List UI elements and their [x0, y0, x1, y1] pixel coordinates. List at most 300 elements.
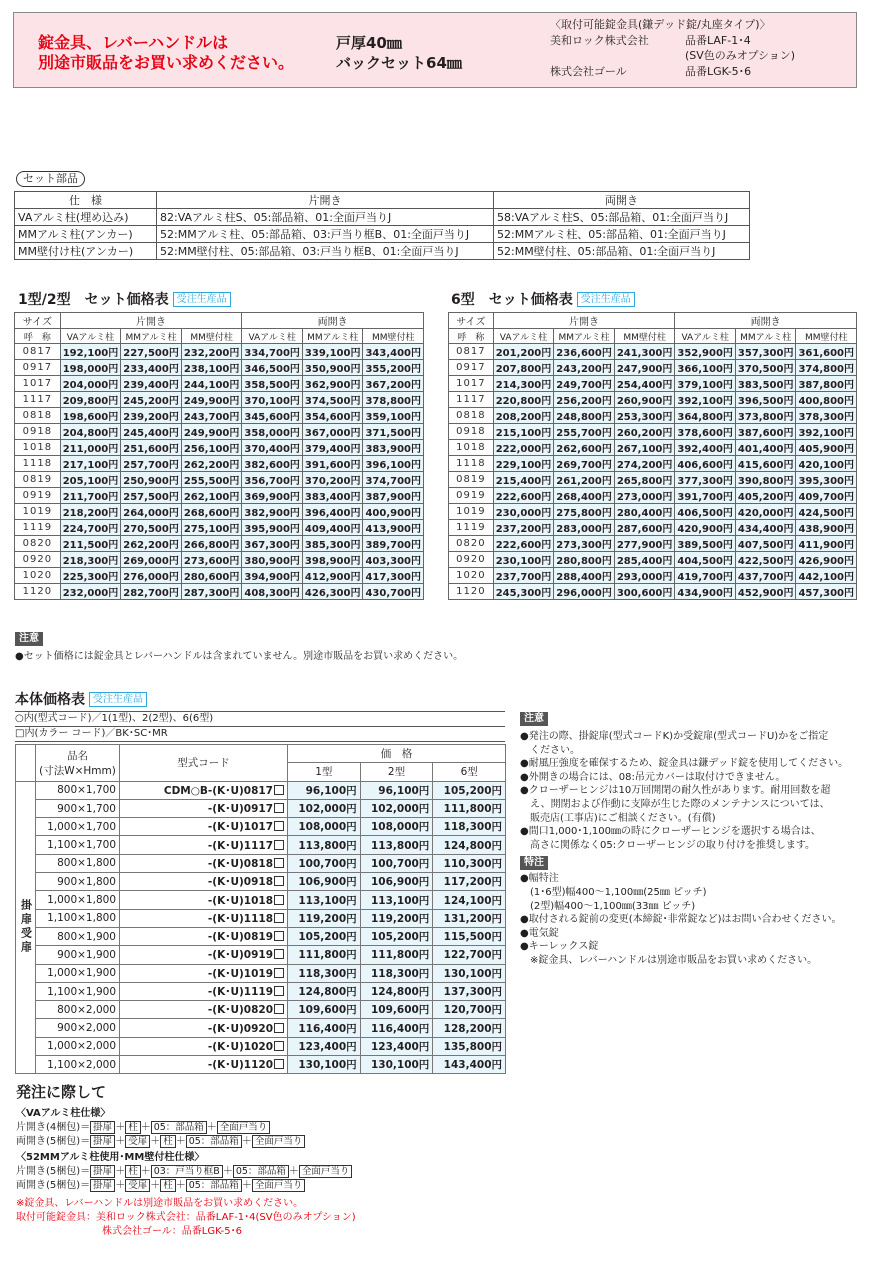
size-cell: 800×2,000	[36, 1001, 120, 1019]
note-line: ください。	[520, 744, 580, 756]
price-cell: 283,000円	[554, 520, 615, 536]
size-cell: 1,000×2,000	[36, 1037, 120, 1055]
price-cell: 422,500円	[735, 552, 796, 568]
price-cell: 106,900円	[360, 873, 433, 891]
size-cell: 1,100×2,000	[36, 1056, 120, 1074]
price-cell: 205,100円	[60, 472, 121, 488]
single-cell: 82:VAアルミ柱S、05:部品箱、01:全面戸当りJ	[157, 209, 494, 226]
price-cell: 116,400円	[360, 1019, 433, 1037]
sub-header: MMアルミ柱	[121, 329, 182, 344]
note1-band: 注意	[15, 632, 43, 646]
price-cell: 238,100円	[181, 360, 242, 376]
price-cell: 232,000円	[60, 584, 121, 600]
price-cell: 256,100円	[181, 440, 242, 456]
price-cell: 113,100円	[288, 891, 361, 909]
body-tag: 受注生産品	[89, 692, 147, 707]
price-cell: 420,900円	[675, 520, 736, 536]
note-line: ●外開きの場合には、08:吊元カバーは取付けできません。	[520, 771, 786, 783]
price-cell: 248,800円	[554, 408, 615, 424]
price-cell: 370,400円	[242, 440, 303, 456]
price-cell: 217,100円	[60, 456, 121, 472]
price-cell: 198,000円	[60, 360, 121, 376]
body-title-row	[15, 691, 147, 709]
header-double: 両開き	[675, 313, 857, 329]
price-cell: 389,500円	[675, 536, 736, 552]
price-cell: 371,500円	[363, 424, 424, 440]
t12-tag: 受注生産品	[173, 292, 231, 307]
model-code-text: -(K･U)1020	[207, 1040, 273, 1053]
va-single-line	[16, 1121, 516, 1135]
price-cell: 420,100円	[796, 456, 857, 472]
price-cell: 285,400円	[614, 552, 675, 568]
size-code: 0817	[449, 344, 494, 360]
price-cell: 250,900円	[121, 472, 182, 488]
price-cell: 374,500円	[302, 392, 363, 408]
price-row	[15, 376, 424, 392]
model-code-text: -(K･U)1120	[207, 1059, 273, 1072]
price-cell: 438,900円	[796, 520, 857, 536]
size-code: 0918	[15, 424, 61, 440]
price-cell: 390,800円	[735, 472, 796, 488]
price-cell: 268,400円	[554, 488, 615, 504]
single-cell: 52:MMアルミ柱、05:部品箱、03:戸当り框B、01:全面戸当りJ	[157, 226, 494, 243]
price-cell: 135,800円	[433, 1037, 506, 1055]
price-row	[15, 424, 424, 440]
price-cell: 122,700円	[433, 946, 506, 964]
header-code: 型式コード	[120, 745, 288, 782]
header-type: 6型	[433, 763, 506, 781]
body-row	[16, 982, 506, 1000]
model-code	[120, 818, 288, 836]
right-note-band: 注意	[520, 712, 548, 726]
price-cell: 287,300円	[181, 584, 242, 600]
side-col	[16, 745, 36, 782]
miwa-option: (SV色のみオプション)	[685, 49, 796, 62]
price-row	[449, 488, 857, 504]
price-cell: 209,800円	[60, 392, 121, 408]
note-line: ●発注の際、掛錠扉(型式コードK)か受錠扉(型式コードU)かをご指定	[520, 731, 829, 742]
price-cell: 405,200円	[735, 488, 796, 504]
price-cell: 373,800円	[735, 408, 796, 424]
price-row	[449, 344, 857, 360]
price-cell: 117,200円	[433, 873, 506, 891]
note-line: (1･6型)幅400～1,100㎜(25㎜ ピッチ)	[520, 886, 707, 898]
lock-notice	[38, 33, 294, 73]
color-box-icon	[274, 895, 284, 905]
color-box-icon	[274, 1059, 284, 1069]
price-row	[449, 568, 857, 584]
package-box: 05：部品箱	[186, 1135, 242, 1148]
sub-header: MMアルミ柱	[554, 329, 615, 344]
model-code-text: -(K･U)1118	[207, 912, 273, 925]
price-cell: 395,900円	[242, 520, 303, 536]
price-cell: 204,000円	[60, 376, 121, 392]
price-cell: 227,500円	[121, 344, 182, 360]
price-cell: 268,600円	[181, 504, 242, 520]
plus-sign: ＋	[140, 1122, 151, 1133]
price-cell: 116,400円	[288, 1019, 361, 1037]
model-code	[120, 946, 288, 964]
door-spec	[336, 33, 462, 73]
price-cell: 239,200円	[121, 408, 182, 424]
price-cell: 130,100円	[433, 964, 506, 982]
size-cell: 900×1,700	[36, 799, 120, 817]
price-cell: 424,500円	[796, 504, 857, 520]
price-cell: 105,200円	[433, 781, 506, 799]
goal-model: 品番LGK-5･6	[685, 64, 752, 78]
size-code: 0917	[449, 360, 494, 376]
t12-table	[14, 312, 424, 600]
compatible-locks-title: 〈取付可能錠金具(鎌デッド錠/丸座タイプ)〉	[550, 18, 771, 31]
color-box-icon	[274, 913, 284, 923]
price-cell: 382,900円	[242, 504, 303, 520]
price-cell: 222,000円	[493, 440, 554, 456]
price-cell: 106,900円	[288, 873, 361, 891]
model-code	[120, 964, 288, 982]
set-parts-row	[15, 226, 750, 243]
price-cell: 277,900円	[614, 536, 675, 552]
sub-header: VAアルミ柱	[493, 329, 554, 344]
va-double-line	[16, 1135, 516, 1149]
model-code-text: -(K･U)0919	[207, 949, 273, 962]
price-row	[15, 568, 424, 584]
side-label: 掛扉受扉	[16, 781, 36, 1074]
header-single: 片開き	[157, 192, 494, 209]
note-line: (2型)幅400～1,100㎜(33㎜ ピッチ)	[520, 900, 696, 912]
plus-sign: ＋	[150, 1136, 161, 1147]
price-cell: 143,400円	[433, 1056, 506, 1074]
price-cell: 359,100円	[363, 408, 424, 424]
price-cell: 222,600円	[493, 536, 554, 552]
price-cell: 123,400円	[360, 1037, 433, 1055]
mm-double-line	[16, 1179, 516, 1193]
price-cell: 245,200円	[121, 392, 182, 408]
sub-header: VAアルミ柱	[242, 329, 303, 344]
size-code: 0919	[449, 488, 494, 504]
package-box: 03：戸当り框B	[151, 1165, 223, 1178]
price-cell: 405,900円	[796, 440, 857, 456]
body-row	[16, 1037, 506, 1055]
price-cell: 420,000円	[735, 504, 796, 520]
price-cell: 457,300円	[796, 584, 857, 600]
body-row	[16, 1056, 506, 1074]
price-cell: 243,700円	[181, 408, 242, 424]
price-cell: 257,700円	[121, 456, 182, 472]
size-code: 0920	[15, 552, 61, 568]
price-cell: 391,600円	[302, 456, 363, 472]
size-code: 0819	[449, 472, 494, 488]
price-cell: 378,300円	[796, 408, 857, 424]
price-row	[449, 440, 857, 456]
price-cell: 367,200円	[363, 376, 424, 392]
price-cell: 245,400円	[121, 424, 182, 440]
price-cell: 417,300円	[363, 568, 424, 584]
va-spec-title: 〈VAアルミ柱仕様〉	[16, 1108, 111, 1119]
price-cell: 232,200円	[181, 344, 242, 360]
price-cell: 254,400円	[614, 376, 675, 392]
body-row	[16, 927, 506, 945]
plus-sign: ＋	[115, 1136, 126, 1147]
price-cell: 343,400円	[363, 344, 424, 360]
size-code: 0820	[449, 536, 494, 552]
model-code	[120, 1019, 288, 1037]
price-cell: 123,400円	[288, 1037, 361, 1055]
sub-header: MMアルミ柱	[302, 329, 363, 344]
price-cell: 406,500円	[675, 504, 736, 520]
price-cell: 356,700円	[242, 472, 303, 488]
package-box: 受扉	[125, 1179, 150, 1192]
order-label: 片開き(5梱包)＝	[16, 1166, 91, 1177]
price-cell: 382,600円	[242, 456, 303, 472]
price-row	[15, 584, 424, 600]
price-cell: 128,200円	[433, 1019, 506, 1037]
note-line: 高さに関係なく05:クローザーヒンジの取り付けを推奨します。	[520, 839, 816, 851]
body-row	[16, 909, 506, 927]
body-row	[16, 1019, 506, 1037]
price-cell: 346,500円	[242, 360, 303, 376]
note-line: ●耐風圧強度を確保するため、錠金具は鎌デッド錠を使用してください。	[520, 758, 849, 770]
price-cell: 261,200円	[554, 472, 615, 488]
model-code	[120, 1001, 288, 1019]
price-row	[15, 392, 424, 408]
price-cell: 257,500円	[121, 488, 182, 504]
color-box-icon	[274, 858, 284, 868]
price-cell: 264,000円	[121, 504, 182, 520]
price-cell: 262,200円	[181, 456, 242, 472]
order-title: 発注に際して	[16, 1083, 107, 1101]
body-row	[16, 836, 506, 854]
price-cell: 214,300円	[493, 376, 554, 392]
price-cell: 130,100円	[288, 1056, 361, 1074]
size-code: 1118	[449, 456, 494, 472]
set-parts-section	[16, 171, 85, 187]
model-code-text: -(K･U)1018	[207, 894, 273, 907]
color-box-icon	[274, 876, 284, 886]
size-code: 1117	[15, 392, 61, 408]
price-cell: 239,400円	[121, 376, 182, 392]
price-cell: 115,500円	[433, 927, 506, 945]
body-table	[15, 744, 506, 1074]
price-cell: 201,200円	[493, 344, 554, 360]
price-cell: 442,100円	[796, 568, 857, 584]
price-cell: 352,900円	[675, 344, 736, 360]
price-cell: 249,900円	[181, 392, 242, 408]
price-cell: 255,700円	[554, 424, 615, 440]
price-row	[15, 536, 424, 552]
model-code-text: CDM○B-(K･U)0817	[163, 784, 273, 797]
size-cell: 1,100×1,700	[36, 836, 120, 854]
size-code: 1118	[15, 456, 61, 472]
price-cell: 260,200円	[614, 424, 675, 440]
backset: バックセット64㎜	[336, 54, 462, 72]
price-cell: 233,400円	[121, 360, 182, 376]
price-cell: 404,500円	[675, 552, 736, 568]
plus-sign: ＋	[288, 1166, 299, 1177]
legend1: ○内(型式コード)／1(1型)、2(2型)、6(6型)	[15, 711, 505, 727]
package-box: 掛扉	[90, 1179, 115, 1192]
size-code: 0918	[449, 424, 494, 440]
price-cell: 280,800円	[554, 552, 615, 568]
price-cell: 109,600円	[360, 1001, 433, 1019]
price-cell: 409,700円	[796, 488, 857, 504]
t12-title: 1型/2型 セット価格表	[18, 292, 169, 308]
price-cell: 412,900円	[302, 568, 363, 584]
size-cell: 1,000×1,900	[36, 964, 120, 982]
model-code	[120, 927, 288, 945]
package-box: 受扉	[125, 1135, 150, 1148]
price-cell: 379,400円	[302, 440, 363, 456]
price-cell: 300,600円	[614, 584, 675, 600]
price-sub-header-row	[449, 329, 857, 344]
price-row	[449, 520, 857, 536]
price-row	[449, 472, 857, 488]
price-cell: 241,300円	[614, 344, 675, 360]
package-box: 全面戸当り	[217, 1121, 271, 1134]
size-code: 1017	[15, 376, 61, 392]
price-cell: 124,800円	[433, 836, 506, 854]
price-cell: 244,100円	[181, 376, 242, 392]
price-row	[449, 424, 857, 440]
header-spec: 仕 様	[15, 192, 157, 209]
price-cell: 398,900円	[302, 552, 363, 568]
price-cell: 434,900円	[675, 584, 736, 600]
model-code-text: -(K･U)0819	[207, 931, 273, 944]
body-row	[16, 1001, 506, 1019]
notice-box	[13, 12, 857, 88]
header-single: 片開き	[493, 313, 675, 329]
model-code-text: -(K･U)0917	[207, 803, 273, 816]
t12-title-row	[18, 291, 231, 309]
set-parts-table	[14, 191, 750, 260]
body-row	[16, 891, 506, 909]
plus-sign: ＋	[222, 1166, 233, 1177]
price-cell: 262,200円	[121, 536, 182, 552]
price-cell: 260,900円	[614, 392, 675, 408]
price-row	[449, 504, 857, 520]
note-line: ●幅特注	[520, 873, 559, 885]
price-cell: 387,900円	[363, 488, 424, 504]
price-cell: 383,500円	[735, 376, 796, 392]
price-row	[449, 360, 857, 376]
price-cell: 400,900円	[363, 504, 424, 520]
size-code: 1019	[15, 504, 61, 520]
set-parts-row	[15, 243, 750, 260]
price-cell: 370,200円	[302, 472, 363, 488]
price-cell: 276,000円	[121, 568, 182, 584]
price-cell: 367,300円	[242, 536, 303, 552]
size-code: 1119	[15, 520, 61, 536]
package-box: 05：部品箱	[186, 1179, 242, 1192]
price-cell: 204,800円	[60, 424, 121, 440]
price-cell: 377,300円	[675, 472, 736, 488]
package-box: 柱	[125, 1165, 141, 1178]
price-cell: 120,700円	[433, 1001, 506, 1019]
price-cell: 96,100円	[288, 781, 361, 799]
price-cell: 396,100円	[363, 456, 424, 472]
header-size-label: (寸法W×Hmm)	[39, 764, 116, 777]
price-cell: 253,300円	[614, 408, 675, 424]
price-cell: 269,000円	[121, 552, 182, 568]
price-cell: 211,700円	[60, 488, 121, 504]
price-cell: 430,700円	[363, 584, 424, 600]
price-cell: 378,600円	[675, 424, 736, 440]
size-code: 1017	[449, 376, 494, 392]
price-cell: 411,900円	[796, 536, 857, 552]
size-code: 1019	[449, 504, 494, 520]
price-cell: 229,100円	[493, 456, 554, 472]
price-cell: 211,500円	[60, 536, 121, 552]
price-cell: 396,500円	[735, 392, 796, 408]
size-cell: 1,000×1,700	[36, 818, 120, 836]
price-cell: 387,800円	[796, 376, 857, 392]
t6-tag: 受注生産品	[577, 292, 635, 307]
price-cell: 269,700円	[554, 456, 615, 472]
price-cell: 108,000円	[288, 818, 361, 836]
price-cell: 415,600円	[735, 456, 796, 472]
size-code: 0820	[15, 536, 61, 552]
package-box: 全面戸当り	[252, 1179, 306, 1192]
body-row	[16, 799, 506, 817]
price-cell: 222,600円	[493, 488, 554, 504]
order-label: 片開き(4梱包)＝	[16, 1122, 91, 1133]
price-cell: 396,400円	[302, 504, 363, 520]
spec-cell: MM壁付け柱(アンカー)	[15, 243, 157, 260]
price-cell: 224,700円	[60, 520, 121, 536]
body-row	[16, 818, 506, 836]
price-cell: 452,900円	[735, 584, 796, 600]
header-name	[36, 745, 120, 782]
sub-header: VAアルミ柱	[60, 329, 121, 344]
note-line: ●取付される錠前の変更(本締錠･非常錠など)はお問い合わせください。	[520, 914, 842, 926]
price-cell: 137,300円	[433, 982, 506, 1000]
size-code: 0819	[15, 472, 61, 488]
price-cell: 378,800円	[363, 392, 424, 408]
plus-sign: ＋	[115, 1166, 126, 1177]
compatible-locks	[550, 17, 795, 79]
plus-sign: ＋	[175, 1180, 186, 1191]
sub-header: MMアルミ柱	[735, 329, 796, 344]
note1-text: ●セット価格には錠金具とレバーハンドルは含まれていません。別途市販品をお買い求めください。	[15, 651, 464, 662]
price-cell: 355,200円	[363, 360, 424, 376]
price-cell: 280,400円	[614, 504, 675, 520]
price-cell: 350,900円	[302, 360, 363, 376]
size-code: 1020	[449, 568, 494, 584]
header-yobi: 呼 称	[15, 329, 61, 344]
price-cell: 403,300円	[363, 552, 424, 568]
price-cell: 198,600円	[60, 408, 121, 424]
header-double: 両開き	[242, 313, 424, 329]
model-code-text: -(K･U)1119	[207, 986, 273, 998]
price-cell: 339,100円	[302, 344, 363, 360]
color-box-icon	[274, 1004, 284, 1014]
price-cell: 207,800円	[493, 360, 554, 376]
price-row	[15, 472, 424, 488]
spec-cell: VAアルミ柱(埋め込み)	[15, 209, 157, 226]
price-row	[15, 520, 424, 536]
price-cell: 354,600円	[302, 408, 363, 424]
price-cell: 293,000円	[614, 568, 675, 584]
price-cell: 426,300円	[302, 584, 363, 600]
price-cell: 387,600円	[735, 424, 796, 440]
size-cell: 800×1,700	[36, 781, 120, 799]
model-code	[120, 781, 288, 799]
price-cell: 215,100円	[493, 424, 554, 440]
price-cell: 113,100円	[360, 891, 433, 909]
size-code: 0818	[15, 408, 61, 424]
price-cell: 409,400円	[302, 520, 363, 536]
price-cell: 108,000円	[360, 818, 433, 836]
mm-single-line	[16, 1165, 516, 1179]
